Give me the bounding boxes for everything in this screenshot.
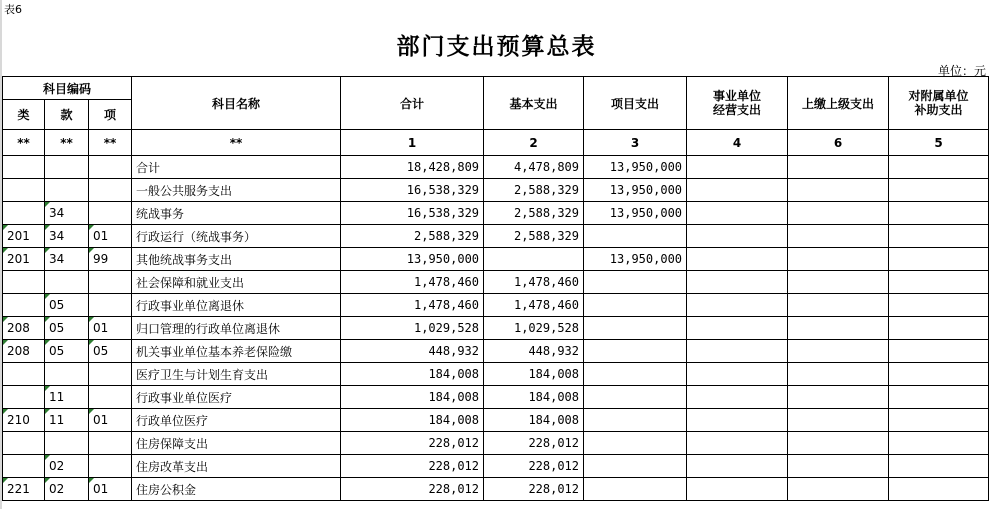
cell-basic[interactable]: 228,012 xyxy=(484,455,584,478)
cell-project[interactable] xyxy=(584,409,687,432)
header-institution-operating[interactable] xyxy=(687,77,788,130)
cell-xiang[interactable] xyxy=(89,271,132,294)
table-row xyxy=(3,179,989,202)
cell-superior[interactable] xyxy=(788,271,889,294)
cell-institution[interactable] xyxy=(687,179,788,202)
cell-institution[interactable] xyxy=(687,317,788,340)
index-superior[interactable]: 6 xyxy=(788,130,889,156)
cell-subsidy[interactable] xyxy=(889,202,989,225)
cell-basic[interactable]: 184,008 xyxy=(484,409,584,432)
header-institution-operating-line2: 经营支出 xyxy=(713,103,762,117)
cell-institution[interactable] xyxy=(687,248,788,271)
cell-subject-name[interactable]: 其他统战事务支出 xyxy=(132,248,341,271)
cell-total[interactable]: 16,538,329 xyxy=(341,202,484,225)
index-basic[interactable]: 2 xyxy=(484,130,584,156)
cell-project[interactable] xyxy=(584,478,687,501)
cell-subject-name[interactable]: 住房公积金 xyxy=(132,478,341,501)
cell-xiang[interactable] xyxy=(89,179,132,202)
cell-basic[interactable]: 2,588,329 xyxy=(484,202,584,225)
cell-institution[interactable] xyxy=(687,340,788,363)
cell-subsidy[interactable] xyxy=(889,340,989,363)
index-institution[interactable]: 4 xyxy=(687,130,788,156)
cell-institution[interactable] xyxy=(687,386,788,409)
cell-basic[interactable]: 2,588,329 xyxy=(484,179,584,202)
cell-kuan[interactable] xyxy=(45,179,89,202)
unit-label: 单位：元 xyxy=(937,64,986,78)
cell-total[interactable]: 448,932 xyxy=(341,340,484,363)
cell-basic[interactable]: 184,008 xyxy=(484,363,584,386)
cell-superior[interactable] xyxy=(788,294,889,317)
cell-lei[interactable] xyxy=(3,179,45,202)
cell-project[interactable] xyxy=(584,386,687,409)
table-row xyxy=(3,271,989,294)
header-subsidy-affiliates[interactable] xyxy=(889,77,989,130)
cell-kuan[interactable]: 34 xyxy=(45,248,89,271)
cell-basic[interactable]: 2,588,329 xyxy=(484,225,584,248)
cell-superior[interactable] xyxy=(788,202,889,225)
cell-lei[interactable]: 201 xyxy=(3,225,45,248)
cell-total[interactable]: 184,008 xyxy=(341,363,484,386)
cell-subject-name[interactable]: 住房改革支出 xyxy=(132,455,341,478)
cell-project[interactable] xyxy=(584,271,687,294)
cell-xiang[interactable] xyxy=(89,294,132,317)
table-row xyxy=(3,248,989,271)
cell-kuan[interactable] xyxy=(45,432,89,455)
cell-subsidy[interactable] xyxy=(889,271,989,294)
cell-subject-name[interactable]: 行政单位医疗 xyxy=(132,409,341,432)
cell-superior[interactable] xyxy=(788,432,889,455)
cell-kuan[interactable]: 34 xyxy=(45,202,89,225)
index-row xyxy=(3,130,989,156)
cell-institution[interactable] xyxy=(687,363,788,386)
index-total[interactable]: 1 xyxy=(341,130,484,156)
cell-xiang[interactable]: 01 xyxy=(89,225,132,248)
cell-xiang[interactable] xyxy=(89,202,132,225)
cell-lei[interactable] xyxy=(3,455,45,478)
cell-subject-name[interactable]: 行政运行（统战事务） xyxy=(132,225,341,248)
table-row xyxy=(3,294,989,317)
cell-lei[interactable]: 221 xyxy=(3,478,45,501)
cell-subject-name[interactable]: 一般公共服务支出 xyxy=(132,179,341,202)
header-project-expense[interactable]: 项目支出 xyxy=(584,77,687,130)
cell-xiang[interactable] xyxy=(89,386,132,409)
cell-lei[interactable]: 210 xyxy=(3,409,45,432)
cell-xiang[interactable]: 01 xyxy=(89,317,132,340)
cell-subject-name[interactable]: 医疗卫生与计划生育支出 xyxy=(132,363,341,386)
cell-institution[interactable] xyxy=(687,478,788,501)
cell-superior[interactable] xyxy=(788,363,889,386)
table-row xyxy=(3,156,989,179)
header-subject-name[interactable]: 科目名称 xyxy=(132,77,341,130)
cell-total[interactable]: 228,012 xyxy=(341,432,484,455)
cell-superior[interactable] xyxy=(788,156,889,179)
cell-institution[interactable] xyxy=(687,202,788,225)
cell-basic[interactable]: 1,029,528 xyxy=(484,317,584,340)
header-remit-superior[interactable]: 上缴上级支出 xyxy=(788,77,889,130)
cell-kuan[interactable] xyxy=(45,271,89,294)
cell-total[interactable]: 16,538,329 xyxy=(341,179,484,202)
cell-institution[interactable] xyxy=(687,271,788,294)
cell-total[interactable]: 2,588,329 xyxy=(341,225,484,248)
cell-project[interactable] xyxy=(584,225,687,248)
cell-xiang[interactable] xyxy=(89,363,132,386)
cell-lei[interactable] xyxy=(3,363,45,386)
cell-total[interactable]: 1,478,460 xyxy=(341,271,484,294)
cell-xiang[interactable] xyxy=(89,432,132,455)
cell-xiang[interactable]: 01 xyxy=(89,409,132,432)
cell-basic[interactable]: 184,008 xyxy=(484,386,584,409)
cell-lei[interactable] xyxy=(3,271,45,294)
cell-superior[interactable] xyxy=(788,478,889,501)
cell-lei[interactable] xyxy=(3,386,45,409)
cell-lei[interactable]: 201 xyxy=(3,248,45,271)
cell-subject-name[interactable]: 机关事业单位基本养老保险缴 xyxy=(132,340,341,363)
cell-subsidy[interactable] xyxy=(889,317,989,340)
cell-kuan[interactable]: 11 xyxy=(45,386,89,409)
cell-project[interactable]: 13,950,000 xyxy=(584,248,687,271)
cell-kuan[interactable]: 05 xyxy=(45,340,89,363)
cell-kuan[interactable]: 05 xyxy=(45,317,89,340)
index-project[interactable]: 3 xyxy=(584,130,687,156)
cell-subsidy[interactable] xyxy=(889,455,989,478)
cell-superior[interactable] xyxy=(788,386,889,409)
cell-superior[interactable] xyxy=(788,317,889,340)
cell-xiang[interactable]: 99 xyxy=(89,248,132,271)
table-row xyxy=(3,225,989,248)
cell-subsidy[interactable] xyxy=(889,363,989,386)
cell-subject-name[interactable]: 行政事业单位离退休 xyxy=(132,294,341,317)
cell-subject-name[interactable]: 住房保障支出 xyxy=(132,432,341,455)
cell-total[interactable]: 18,428,809 xyxy=(341,156,484,179)
cell-kuan[interactable]: 11 xyxy=(45,409,89,432)
cell-subsidy[interactable] xyxy=(889,179,989,202)
cell-kuan[interactable]: 02 xyxy=(45,478,89,501)
header-kuan[interactable]: 款 xyxy=(45,100,89,130)
cell-subsidy[interactable] xyxy=(889,386,989,409)
cell-institution[interactable] xyxy=(687,225,788,248)
cell-project[interactable]: 13,950,000 xyxy=(584,202,687,225)
index-subsidy[interactable]: 5 xyxy=(889,130,989,156)
header-row-1 xyxy=(3,77,989,100)
table-row xyxy=(3,317,989,340)
cell-project[interactable] xyxy=(584,317,687,340)
table-body xyxy=(3,156,989,501)
cell-xiang[interactable]: 05 xyxy=(89,340,132,363)
cell-superior[interactable] xyxy=(788,409,889,432)
cell-institution[interactable] xyxy=(687,156,788,179)
cell-project[interactable] xyxy=(584,432,687,455)
header-basic-expense[interactable]: 基本支出 xyxy=(484,77,584,130)
cell-subsidy[interactable] xyxy=(889,225,989,248)
cell-lei[interactable]: 208 xyxy=(3,317,45,340)
cell-project[interactable]: 13,950,000 xyxy=(584,179,687,202)
cell-basic[interactable]: 4,478,809 xyxy=(484,156,584,179)
cell-basic[interactable]: 228,012 xyxy=(484,478,584,501)
cell-subject-name[interactable]: 行政事业单位医疗 xyxy=(132,386,341,409)
cell-total[interactable]: 184,008 xyxy=(341,409,484,432)
cell-project[interactable] xyxy=(584,340,687,363)
cell-xiang[interactable] xyxy=(89,156,132,179)
header-institution-operating-line1: 事业单位 xyxy=(713,89,762,103)
table-row xyxy=(3,386,989,409)
table-row xyxy=(3,409,989,432)
cell-institution[interactable] xyxy=(687,455,788,478)
cell-xiang[interactable] xyxy=(89,455,132,478)
cell-subsidy[interactable] xyxy=(889,432,989,455)
cell-subsidy[interactable] xyxy=(889,248,989,271)
cell-total[interactable]: 184,008 xyxy=(341,386,484,409)
cell-lei[interactable] xyxy=(3,202,45,225)
page-title: 部门支出预算总表 xyxy=(396,33,597,60)
index-lei[interactable]: ** xyxy=(3,130,45,156)
cell-superior[interactable] xyxy=(788,225,889,248)
cell-subsidy[interactable] xyxy=(889,409,989,432)
cell-kuan[interactable] xyxy=(45,156,89,179)
cell-lei[interactable] xyxy=(3,156,45,179)
cell-superior[interactable] xyxy=(788,248,889,271)
cell-subject-name[interactable]: 统战事务 xyxy=(132,202,341,225)
cell-total[interactable]: 228,012 xyxy=(341,455,484,478)
header-total[interactable]: 合计 xyxy=(341,77,484,130)
cell-project[interactable] xyxy=(584,363,687,386)
cell-subsidy[interactable] xyxy=(889,156,989,179)
header-subsidy-affiliates-line1: 对附属单位 xyxy=(908,89,969,103)
cell-institution[interactable] xyxy=(687,294,788,317)
cell-project[interactable] xyxy=(584,294,687,317)
cell-superior[interactable] xyxy=(788,340,889,363)
cell-kuan[interactable] xyxy=(45,363,89,386)
header-xiang[interactable]: 项 xyxy=(89,100,132,130)
cell-total[interactable]: 1,029,528 xyxy=(341,317,484,340)
cell-institution[interactable] xyxy=(687,432,788,455)
table-row xyxy=(3,478,989,501)
index-name[interactable]: ** xyxy=(132,130,341,156)
cell-subsidy[interactable] xyxy=(889,294,989,317)
header-lei[interactable]: 类 xyxy=(3,100,45,130)
index-kuan[interactable]: ** xyxy=(45,130,89,156)
cell-kuan[interactable]: 05 xyxy=(45,294,89,317)
cell-superior[interactable] xyxy=(788,455,889,478)
cell-project[interactable]: 13,950,000 xyxy=(584,156,687,179)
header-code-group[interactable]: 科目编码 xyxy=(3,77,132,100)
cell-basic[interactable]: 228,012 xyxy=(484,432,584,455)
cell-lei[interactable]: 208 xyxy=(3,340,45,363)
cell-basic[interactable]: 1,478,460 xyxy=(484,271,584,294)
budget-table xyxy=(2,76,989,501)
cell-basic[interactable] xyxy=(484,248,584,271)
cell-subject-name[interactable]: 社会保障和就业支出 xyxy=(132,271,341,294)
cell-total[interactable]: 228,012 xyxy=(341,478,484,501)
cell-project[interactable] xyxy=(584,455,687,478)
table-row xyxy=(3,340,989,363)
cell-subsidy[interactable] xyxy=(889,478,989,501)
cell-total[interactable]: 13,950,000 xyxy=(341,248,484,271)
table-row xyxy=(3,432,989,455)
cell-superior[interactable] xyxy=(788,179,889,202)
table-number-label: 表6 xyxy=(4,3,22,16)
cell-basic[interactable]: 1,478,460 xyxy=(484,294,584,317)
table-row xyxy=(3,202,989,225)
cell-total[interactable]: 1,478,460 xyxy=(341,294,484,317)
cell-institution[interactable] xyxy=(687,409,788,432)
cell-lei[interactable] xyxy=(3,294,45,317)
cell-kuan[interactable]: 34 xyxy=(45,225,89,248)
index-xiang[interactable]: ** xyxy=(89,130,132,156)
cell-xiang[interactable]: 01 xyxy=(89,478,132,501)
cell-subject-name[interactable]: 归口管理的行政单位离退休 xyxy=(132,317,341,340)
cell-subject-name[interactable]: 合计 xyxy=(132,156,341,179)
cell-lei[interactable] xyxy=(3,432,45,455)
cell-kuan[interactable]: 02 xyxy=(45,455,89,478)
cell-basic[interactable]: 448,932 xyxy=(484,340,584,363)
table-row xyxy=(3,363,989,386)
header-subsidy-affiliates-line2: 补助支出 xyxy=(914,103,963,117)
table-row xyxy=(3,455,989,478)
